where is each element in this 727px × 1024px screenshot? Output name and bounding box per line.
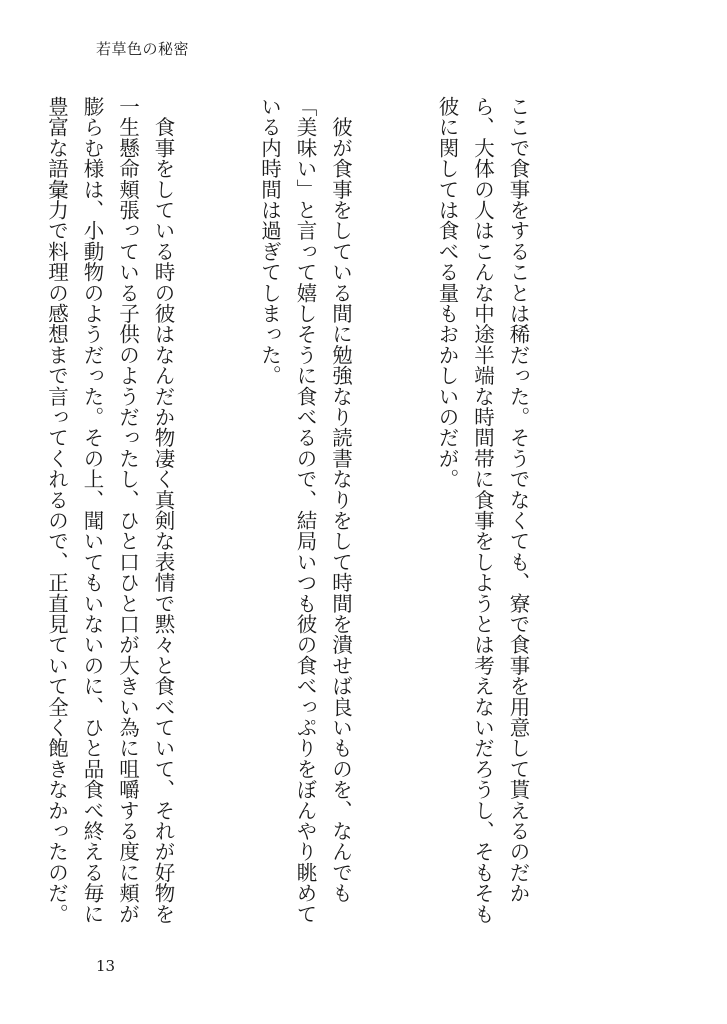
paragraph-3: 食事をしている時の彼はなんだか物凄く真剣な表情で黙々と食べていて、それが好物を一生懸命頬張っている子供のようだったし、ひと口ひと口が大きい為に咀嚼する度に頬が膨らむ様は、小動物のようだった。その上、聞いてもいないのに、ひと品食べ終える毎に豊富な語彙力で料理の感想まで言ってくれるので、正直見ていて全く飽きなかったのだ。: [44, 96, 175, 924]
body-text: [44, 96, 606, 938]
paragraph-1: ここで食事をすることは稀だった。そうでなくても、寮で食事を用意して貰えるのだから、大体の人はこんな中途半端な時間帯に食事をしようとは考えないだろうし、そもそも彼に関しては食べる量もおかしいのだが。: [435, 96, 530, 924]
running-header: 若草色の秘密: [96, 40, 190, 58]
paragraph-2: 彼が食事をしている間に勉強なり読書なりをして時間を潰せば良いものを、なんでも「美味い」と言って嬉しそうに食べるので、結局いつも彼の食べっぷりをぼんやり眺めている内時間は過ぎてしまった。: [257, 96, 353, 924]
page-number: 13: [96, 957, 116, 975]
